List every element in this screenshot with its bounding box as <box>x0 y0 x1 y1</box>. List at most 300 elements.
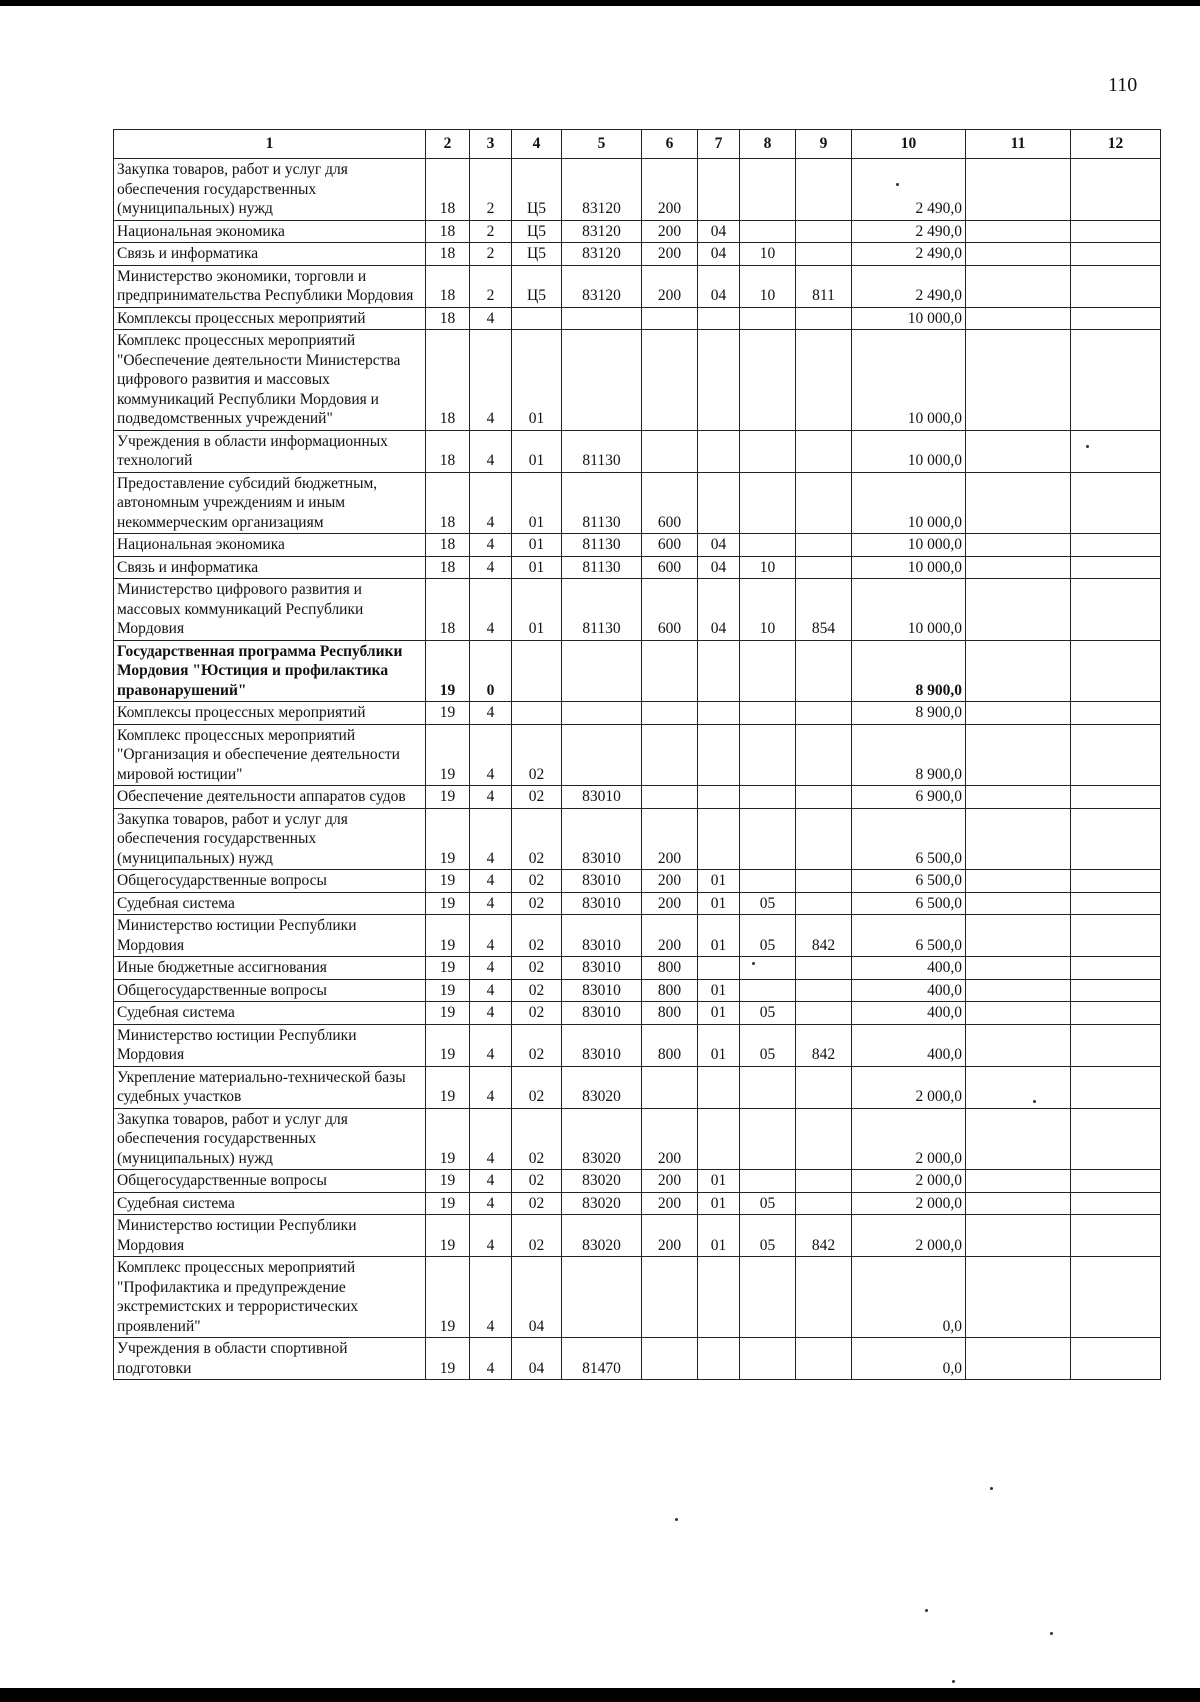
code-cell-c9 <box>796 640 852 702</box>
table-row <box>114 1108 1161 1170</box>
code-cell-c5: 83020 <box>562 1192 642 1215</box>
amount-cell: 2 490,0 <box>852 243 966 266</box>
empty-cell-c12 <box>1071 702 1161 725</box>
code-cell-c6 <box>642 724 698 786</box>
scan-edge-bottom <box>0 1688 1200 1702</box>
code-cell-c7 <box>698 307 740 330</box>
code-cell-c6: 200 <box>642 159 698 221</box>
row-name-cell: Судебная система <box>114 1002 426 1025</box>
code-cell-c9 <box>796 1338 852 1380</box>
empty-cell-c11 <box>966 702 1071 725</box>
code-cell-c6: 600 <box>642 579 698 641</box>
row-name-cell: Комплекс процессных мероприятий "Профилактика и предупреждение экстремистских и террористических проявлений" <box>114 1257 426 1338</box>
code-cell-c3: 4 <box>470 556 512 579</box>
code-cell-c3: 4 <box>470 892 512 915</box>
code-cell-c8 <box>740 472 796 534</box>
code-cell-c4: Ц5 <box>512 159 562 221</box>
code-cell-c3: 4 <box>470 1170 512 1193</box>
empty-cell-c12 <box>1071 579 1161 641</box>
amount-cell: 8 900,0 <box>852 640 966 702</box>
code-cell-c6: 200 <box>642 870 698 893</box>
code-cell-c3: 4 <box>470 786 512 809</box>
table-row <box>114 808 1161 870</box>
code-cell-c4: 04 <box>512 1338 562 1380</box>
code-cell-c4: 02 <box>512 1002 562 1025</box>
row-name-cell: Национальная экономика <box>114 534 426 557</box>
code-cell-c2: 18 <box>426 579 470 641</box>
code-cell-c6: 200 <box>642 265 698 307</box>
code-cell-c5: 83120 <box>562 265 642 307</box>
code-cell-c9 <box>796 870 852 893</box>
empty-cell-c12 <box>1071 307 1161 330</box>
code-cell-c3: 4 <box>470 1108 512 1170</box>
code-cell-c6: 800 <box>642 1002 698 1025</box>
table-header-row <box>114 130 1161 159</box>
column-header: 11 <box>966 130 1071 159</box>
code-cell-c8: 10 <box>740 556 796 579</box>
code-cell-c2: 18 <box>426 556 470 579</box>
code-cell-c2: 19 <box>426 724 470 786</box>
code-cell-c6: 200 <box>642 220 698 243</box>
code-cell-c9 <box>796 808 852 870</box>
column-header: 12 <box>1071 130 1161 159</box>
table-row <box>114 957 1161 980</box>
table-row <box>114 915 1161 957</box>
code-cell-c6: 200 <box>642 1192 698 1215</box>
code-cell-c4 <box>512 702 562 725</box>
amount-cell: 2 000,0 <box>852 1192 966 1215</box>
code-cell-c7: 01 <box>698 1024 740 1066</box>
code-cell-c5 <box>562 724 642 786</box>
code-cell-c6: 800 <box>642 957 698 980</box>
code-cell-c3: 4 <box>470 1002 512 1025</box>
code-cell-c4: 01 <box>512 330 562 431</box>
code-cell-c2: 19 <box>426 786 470 809</box>
scan-speck <box>990 1487 993 1490</box>
code-cell-c7: 01 <box>698 870 740 893</box>
code-cell-c8 <box>740 870 796 893</box>
empty-cell-c12 <box>1071 1170 1161 1193</box>
row-name-cell: Связь и информатика <box>114 556 426 579</box>
table-row <box>114 892 1161 915</box>
code-cell-c9 <box>796 220 852 243</box>
row-name-cell: Судебная система <box>114 1192 426 1215</box>
empty-cell-c11 <box>966 430 1071 472</box>
code-cell-c6 <box>642 1338 698 1380</box>
code-cell-c3: 4 <box>470 472 512 534</box>
code-cell-c9: 854 <box>796 579 852 641</box>
code-cell-c9 <box>796 957 852 980</box>
code-cell-c9 <box>796 534 852 557</box>
amount-cell: 10 000,0 <box>852 330 966 431</box>
row-name-cell: Судебная система <box>114 892 426 915</box>
empty-cell-c11 <box>966 265 1071 307</box>
code-cell-c4: Ц5 <box>512 265 562 307</box>
code-cell-c5: 81130 <box>562 534 642 557</box>
code-cell-c5: 83010 <box>562 1024 642 1066</box>
code-cell-c2: 18 <box>426 472 470 534</box>
code-cell-c3: 4 <box>470 1257 512 1338</box>
code-cell-c8: 10 <box>740 579 796 641</box>
column-header: 8 <box>740 130 796 159</box>
scan-edge-top <box>0 0 1200 6</box>
empty-cell-c11 <box>966 808 1071 870</box>
table-row <box>114 1192 1161 1215</box>
code-cell-c7: 01 <box>698 979 740 1002</box>
empty-cell-c11 <box>966 330 1071 431</box>
code-cell-c5: 83120 <box>562 220 642 243</box>
code-cell-c5 <box>562 640 642 702</box>
empty-cell-c11 <box>966 1192 1071 1215</box>
column-header: 2 <box>426 130 470 159</box>
code-cell-c8: 05 <box>740 915 796 957</box>
empty-cell-c12 <box>1071 472 1161 534</box>
code-cell-c6 <box>642 786 698 809</box>
code-cell-c3: 4 <box>470 579 512 641</box>
code-cell-c8: 05 <box>740 1192 796 1215</box>
code-cell-c3: 2 <box>470 265 512 307</box>
row-name-cell: Министерство экономики, торговли и предпринимательства Республики Мордовия <box>114 265 426 307</box>
code-cell-c5 <box>562 1257 642 1338</box>
empty-cell-c11 <box>966 1002 1071 1025</box>
code-cell-c6 <box>642 1066 698 1108</box>
code-cell-c3: 4 <box>470 702 512 725</box>
code-cell-c7 <box>698 957 740 980</box>
code-cell-c6: 600 <box>642 472 698 534</box>
scan-speck <box>1033 1100 1036 1103</box>
scan-speck <box>752 962 755 965</box>
code-cell-c6: 200 <box>642 892 698 915</box>
row-name-cell: Министерство цифрового развития и массовых коммуникаций Республики Мордовия <box>114 579 426 641</box>
code-cell-c2: 18 <box>426 534 470 557</box>
empty-cell-c11 <box>966 1338 1071 1380</box>
empty-cell-c12 <box>1071 1338 1161 1380</box>
code-cell-c7 <box>698 724 740 786</box>
empty-cell-c12 <box>1071 330 1161 431</box>
code-cell-c7 <box>698 472 740 534</box>
code-cell-c3: 2 <box>470 220 512 243</box>
row-name-cell: Иные бюджетные ассигнования <box>114 957 426 980</box>
amount-cell: 400,0 <box>852 979 966 1002</box>
empty-cell-c12 <box>1071 159 1161 221</box>
code-cell-c9: 811 <box>796 265 852 307</box>
code-cell-c9 <box>796 430 852 472</box>
empty-cell-c11 <box>966 472 1071 534</box>
amount-cell: 0,0 <box>852 1338 966 1380</box>
table-row <box>114 1215 1161 1257</box>
empty-cell-c12 <box>1071 534 1161 557</box>
code-cell-c5: 83020 <box>562 1108 642 1170</box>
code-cell-c5: 83010 <box>562 915 642 957</box>
code-cell-c8 <box>740 430 796 472</box>
code-cell-c6: 200 <box>642 1170 698 1193</box>
code-cell-c8: 05 <box>740 1215 796 1257</box>
code-cell-c7 <box>698 430 740 472</box>
code-cell-c4: 02 <box>512 808 562 870</box>
row-name-cell: Общегосударственные вопросы <box>114 979 426 1002</box>
empty-cell-c11 <box>966 979 1071 1002</box>
empty-cell-c11 <box>966 957 1071 980</box>
empty-cell-c12 <box>1071 556 1161 579</box>
table-row <box>114 979 1161 1002</box>
code-cell-c9 <box>796 786 852 809</box>
code-cell-c4: 01 <box>512 556 562 579</box>
code-cell-c3: 2 <box>470 159 512 221</box>
row-name-cell: Закупка товаров, работ и услуг для обеспечения государственных (муниципальных) нужд <box>114 1108 426 1170</box>
amount-cell: 10 000,0 <box>852 472 966 534</box>
code-cell-c8: 10 <box>740 243 796 266</box>
code-cell-c7 <box>698 808 740 870</box>
code-cell-c9 <box>796 1066 852 1108</box>
code-cell-c8 <box>740 702 796 725</box>
code-cell-c5 <box>562 330 642 431</box>
code-cell-c6 <box>642 307 698 330</box>
table-row <box>114 220 1161 243</box>
code-cell-c9 <box>796 1108 852 1170</box>
table-row <box>114 724 1161 786</box>
code-cell-c9 <box>796 330 852 431</box>
row-name-cell: Министерство юстиции Республики Мордовия <box>114 1024 426 1066</box>
code-cell-c2: 18 <box>426 265 470 307</box>
code-cell-c2: 19 <box>426 1066 470 1108</box>
row-name-cell: Министерство юстиции Республики Мордовия <box>114 1215 426 1257</box>
empty-cell-c12 <box>1071 1192 1161 1215</box>
row-name-cell: Комплексы процессных мероприятий <box>114 702 426 725</box>
row-name-cell: Общегосударственные вопросы <box>114 870 426 893</box>
code-cell-c2: 19 <box>426 1257 470 1338</box>
table-row <box>114 1170 1161 1193</box>
code-cell-c5: 83010 <box>562 870 642 893</box>
code-cell-c9 <box>796 556 852 579</box>
code-cell-c2: 19 <box>426 1215 470 1257</box>
empty-cell-c12 <box>1071 1002 1161 1025</box>
table-row <box>114 307 1161 330</box>
table-row <box>114 556 1161 579</box>
empty-cell-c12 <box>1071 957 1161 980</box>
code-cell-c9 <box>796 1257 852 1338</box>
table-row <box>114 330 1161 431</box>
amount-cell: 2 490,0 <box>852 220 966 243</box>
row-name-cell: Национальная экономика <box>114 220 426 243</box>
empty-cell-c11 <box>966 1024 1071 1066</box>
table-row <box>114 1002 1161 1025</box>
row-name-cell: Общегосударственные вопросы <box>114 1170 426 1193</box>
empty-cell-c12 <box>1071 808 1161 870</box>
code-cell-c7: 04 <box>698 265 740 307</box>
empty-cell-c11 <box>966 1066 1071 1108</box>
code-cell-c5: 81130 <box>562 556 642 579</box>
code-cell-c6: 600 <box>642 534 698 557</box>
code-cell-c4: 01 <box>512 534 562 557</box>
empty-cell-c12 <box>1071 724 1161 786</box>
row-name-cell: Закупка товаров, работ и услуг для обеспечения государственных (муниципальных) нужд <box>114 808 426 870</box>
column-header: 9 <box>796 130 852 159</box>
empty-cell-c12 <box>1071 243 1161 266</box>
code-cell-c3: 4 <box>470 430 512 472</box>
code-cell-c2: 18 <box>426 220 470 243</box>
column-header: 10 <box>852 130 966 159</box>
empty-cell-c12 <box>1071 265 1161 307</box>
code-cell-c8 <box>740 307 796 330</box>
code-cell-c9 <box>796 472 852 534</box>
code-cell-c4: 01 <box>512 430 562 472</box>
code-cell-c8 <box>740 159 796 221</box>
code-cell-c7 <box>698 786 740 809</box>
code-cell-c5: 83010 <box>562 892 642 915</box>
code-cell-c8 <box>740 534 796 557</box>
code-cell-c6: 200 <box>642 915 698 957</box>
code-cell-c4: 02 <box>512 1108 562 1170</box>
code-cell-c7: 04 <box>698 534 740 557</box>
row-name-cell: Комплекс процессных мероприятий "Организация и обеспечение деятельности мировой юстиции" <box>114 724 426 786</box>
code-cell-c8 <box>740 808 796 870</box>
column-header: 6 <box>642 130 698 159</box>
code-cell-c4: 02 <box>512 870 562 893</box>
empty-cell-c12 <box>1071 1257 1161 1338</box>
empty-cell-c12 <box>1071 1108 1161 1170</box>
scan-speck <box>1086 445 1089 448</box>
code-cell-c2: 19 <box>426 870 470 893</box>
code-cell-c6 <box>642 430 698 472</box>
empty-cell-c11 <box>966 1215 1071 1257</box>
row-name-cell: Государственная программа Республики Мордовия "Юстиция и профилактика правонарушений" <box>114 640 426 702</box>
empty-cell-c11 <box>966 220 1071 243</box>
code-cell-c8: 05 <box>740 1024 796 1066</box>
table-row <box>114 430 1161 472</box>
code-cell-c5: 83020 <box>562 1215 642 1257</box>
code-cell-c3: 4 <box>470 1215 512 1257</box>
code-cell-c9 <box>796 892 852 915</box>
page-number: 110 <box>1108 74 1138 96</box>
amount-cell: 6 500,0 <box>852 915 966 957</box>
code-cell-c8: 05 <box>740 892 796 915</box>
code-cell-c2: 19 <box>426 979 470 1002</box>
empty-cell-c11 <box>966 724 1071 786</box>
code-cell-c2: 19 <box>426 892 470 915</box>
code-cell-c9: 842 <box>796 1215 852 1257</box>
code-cell-c4: 02 <box>512 979 562 1002</box>
table-body <box>114 159 1161 1380</box>
code-cell-c5: 81130 <box>562 472 642 534</box>
code-cell-c9 <box>796 702 852 725</box>
budget-table <box>113 129 1161 1380</box>
scan-speck <box>1050 1632 1053 1635</box>
column-header: 7 <box>698 130 740 159</box>
empty-cell-c12 <box>1071 786 1161 809</box>
code-cell-c7 <box>698 330 740 431</box>
code-cell-c5: 83010 <box>562 1002 642 1025</box>
code-cell-c2: 18 <box>426 307 470 330</box>
amount-cell: 10 000,0 <box>852 556 966 579</box>
code-cell-c3: 4 <box>470 724 512 786</box>
code-cell-c5: 83020 <box>562 1066 642 1108</box>
code-cell-c3: 2 <box>470 243 512 266</box>
code-cell-c5: 83010 <box>562 957 642 980</box>
code-cell-c4: 02 <box>512 957 562 980</box>
code-cell-c4: 01 <box>512 579 562 641</box>
code-cell-c9 <box>796 1002 852 1025</box>
code-cell-c9 <box>796 243 852 266</box>
code-cell-c4 <box>512 307 562 330</box>
code-cell-c6: 200 <box>642 243 698 266</box>
code-cell-c4 <box>512 640 562 702</box>
table-row <box>114 579 1161 641</box>
code-cell-c9 <box>796 1170 852 1193</box>
code-cell-c6: 800 <box>642 1024 698 1066</box>
code-cell-c6: 200 <box>642 1108 698 1170</box>
code-cell-c4: 02 <box>512 724 562 786</box>
code-cell-c7: 01 <box>698 1170 740 1193</box>
code-cell-c7 <box>698 159 740 221</box>
empty-cell-c11 <box>966 786 1071 809</box>
code-cell-c8 <box>740 957 796 980</box>
table-row <box>114 870 1161 893</box>
empty-cell-c11 <box>966 1108 1071 1170</box>
table-row <box>114 534 1161 557</box>
amount-cell: 400,0 <box>852 1002 966 1025</box>
code-cell-c5 <box>562 307 642 330</box>
amount-cell: 6 500,0 <box>852 892 966 915</box>
code-cell-c7 <box>698 1338 740 1380</box>
code-cell-c2: 19 <box>426 915 470 957</box>
code-cell-c4: Ц5 <box>512 243 562 266</box>
empty-cell-c11 <box>966 159 1071 221</box>
code-cell-c3: 4 <box>470 307 512 330</box>
code-cell-c4: 02 <box>512 786 562 809</box>
empty-cell-c11 <box>966 1257 1071 1338</box>
empty-cell-c11 <box>966 534 1071 557</box>
table-row <box>114 265 1161 307</box>
code-cell-c2: 19 <box>426 1108 470 1170</box>
amount-cell: 10 000,0 <box>852 430 966 472</box>
code-cell-c5: 83120 <box>562 159 642 221</box>
code-cell-c8 <box>740 1108 796 1170</box>
code-cell-c5: 81130 <box>562 579 642 641</box>
table-row <box>114 1338 1161 1380</box>
table-row <box>114 640 1161 702</box>
code-cell-c4: 02 <box>512 892 562 915</box>
row-name-cell: Предоставление субсидий бюджетным, автономным учреждениям и иным некоммерческим организациям <box>114 472 426 534</box>
code-cell-c4: 02 <box>512 915 562 957</box>
amount-cell: 2 000,0 <box>852 1108 966 1170</box>
code-cell-c5: 83010 <box>562 808 642 870</box>
empty-cell-c12 <box>1071 1066 1161 1108</box>
amount-cell: 6 500,0 <box>852 808 966 870</box>
code-cell-c7: 04 <box>698 243 740 266</box>
column-header: 5 <box>562 130 642 159</box>
code-cell-c5: 83120 <box>562 243 642 266</box>
row-name-cell: Министерство юстиции Республики Мордовия <box>114 915 426 957</box>
code-cell-c8 <box>740 786 796 809</box>
code-cell-c3: 4 <box>470 979 512 1002</box>
code-cell-c8 <box>740 979 796 1002</box>
empty-cell-c12 <box>1071 1215 1161 1257</box>
code-cell-c4: 02 <box>512 1170 562 1193</box>
empty-cell-c12 <box>1071 1024 1161 1066</box>
code-cell-c6 <box>642 702 698 725</box>
code-cell-c7 <box>698 1066 740 1108</box>
code-cell-c8 <box>740 220 796 243</box>
amount-cell: 10 000,0 <box>852 579 966 641</box>
amount-cell: 8 900,0 <box>852 724 966 786</box>
amount-cell: 6 500,0 <box>852 870 966 893</box>
empty-cell-c12 <box>1071 870 1161 893</box>
code-cell-c7: 01 <box>698 915 740 957</box>
code-cell-c2: 19 <box>426 640 470 702</box>
code-cell-c5: 83020 <box>562 1170 642 1193</box>
table-row <box>114 1024 1161 1066</box>
code-cell-c2: 19 <box>426 1024 470 1066</box>
